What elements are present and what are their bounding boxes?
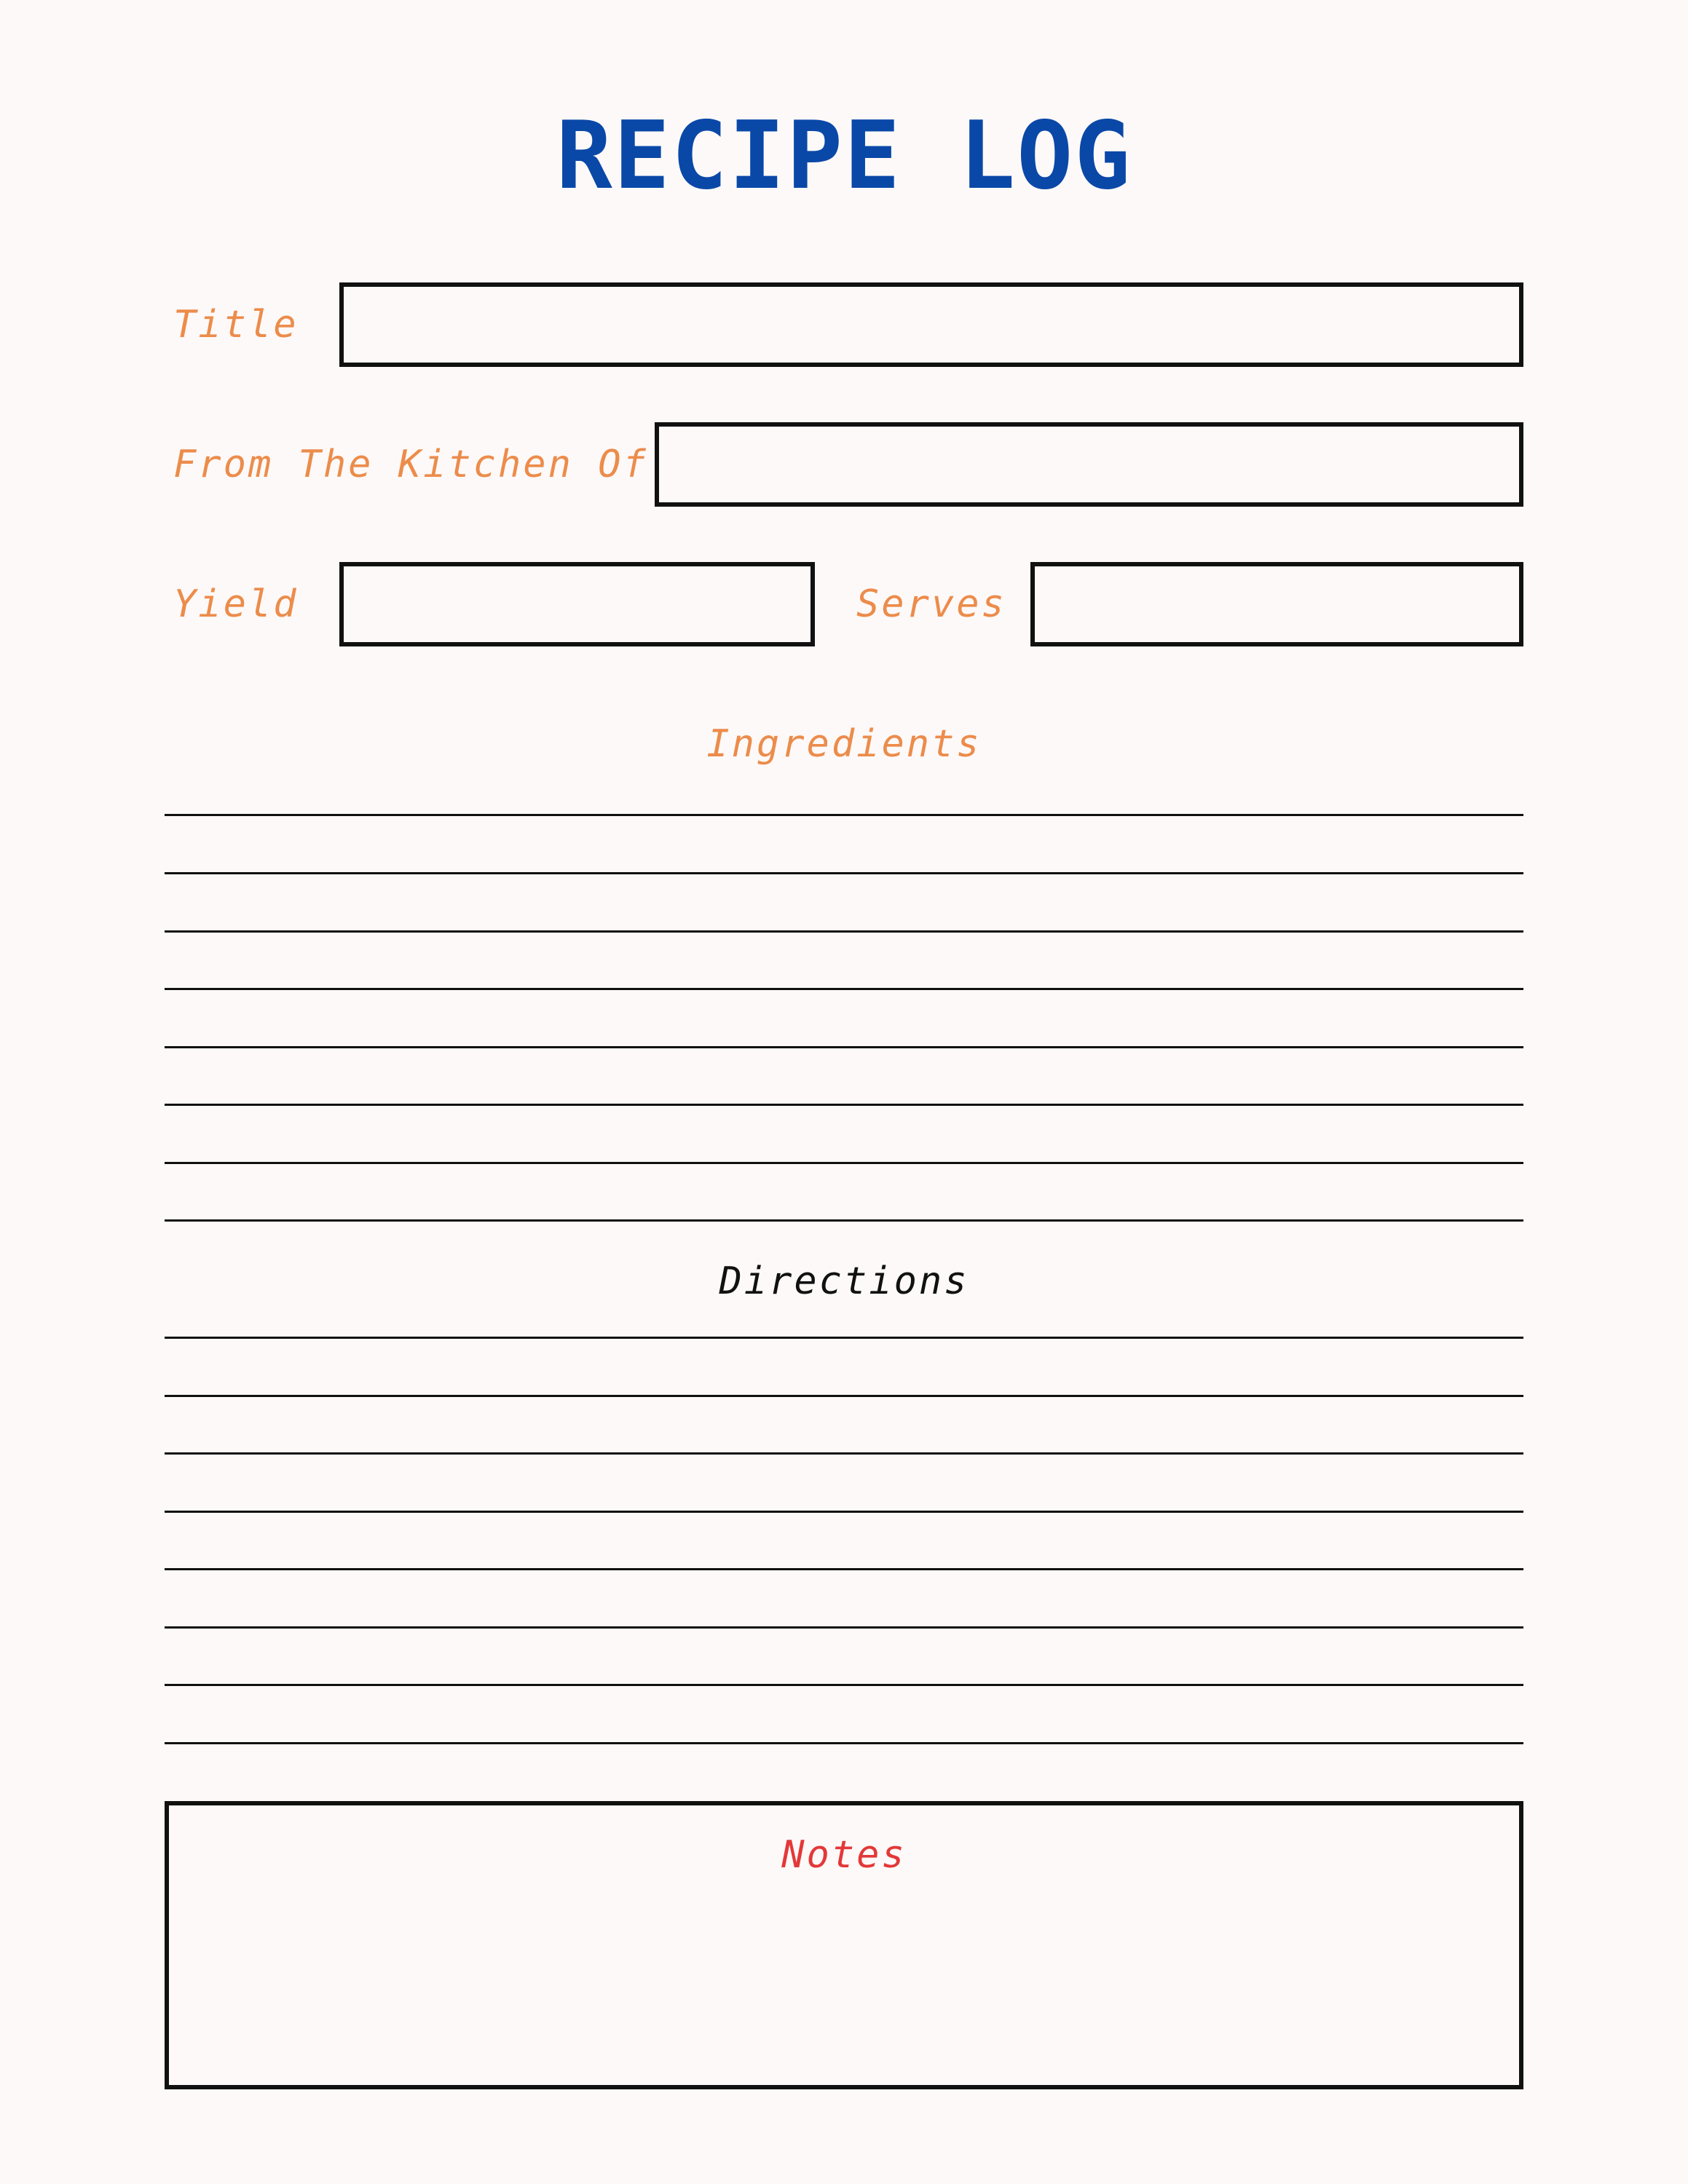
direction-line[interactable] xyxy=(165,1395,1523,1397)
kitchen-label: From The Kitchen Of xyxy=(173,443,648,486)
direction-line[interactable] xyxy=(165,1337,1523,1339)
ingredient-line[interactable] xyxy=(165,1219,1523,1222)
serves-field[interactable] xyxy=(1030,562,1523,646)
ingredient-line[interactable] xyxy=(165,1162,1523,1164)
serves-label: Serves xyxy=(856,582,1006,626)
ingredient-line[interactable] xyxy=(165,1046,1523,1048)
yield-label: Yield xyxy=(173,582,299,626)
direction-line[interactable] xyxy=(165,1568,1523,1570)
ingredient-line[interactable] xyxy=(165,1104,1523,1106)
notes-heading: Notes xyxy=(781,1833,907,1877)
kitchen-field[interactable] xyxy=(655,422,1523,507)
title-field[interactable] xyxy=(339,282,1523,367)
page-title: RECIPE LOG xyxy=(556,102,1132,210)
directions-heading: Directions xyxy=(719,1259,969,1303)
direction-line[interactable] xyxy=(165,1742,1523,1744)
ingredient-line[interactable] xyxy=(165,930,1523,933)
notes-box[interactable] xyxy=(165,1801,1523,2089)
ingredient-line[interactable] xyxy=(165,872,1523,874)
direction-line[interactable] xyxy=(165,1452,1523,1455)
direction-line[interactable] xyxy=(165,1626,1523,1629)
title-label: Title xyxy=(173,303,299,347)
direction-line[interactable] xyxy=(165,1511,1523,1513)
ingredients-heading: Ingredients xyxy=(706,722,982,766)
ingredient-line[interactable] xyxy=(165,988,1523,990)
ingredient-line[interactable] xyxy=(165,814,1523,816)
direction-line[interactable] xyxy=(165,1684,1523,1686)
yield-field[interactable] xyxy=(339,562,815,646)
